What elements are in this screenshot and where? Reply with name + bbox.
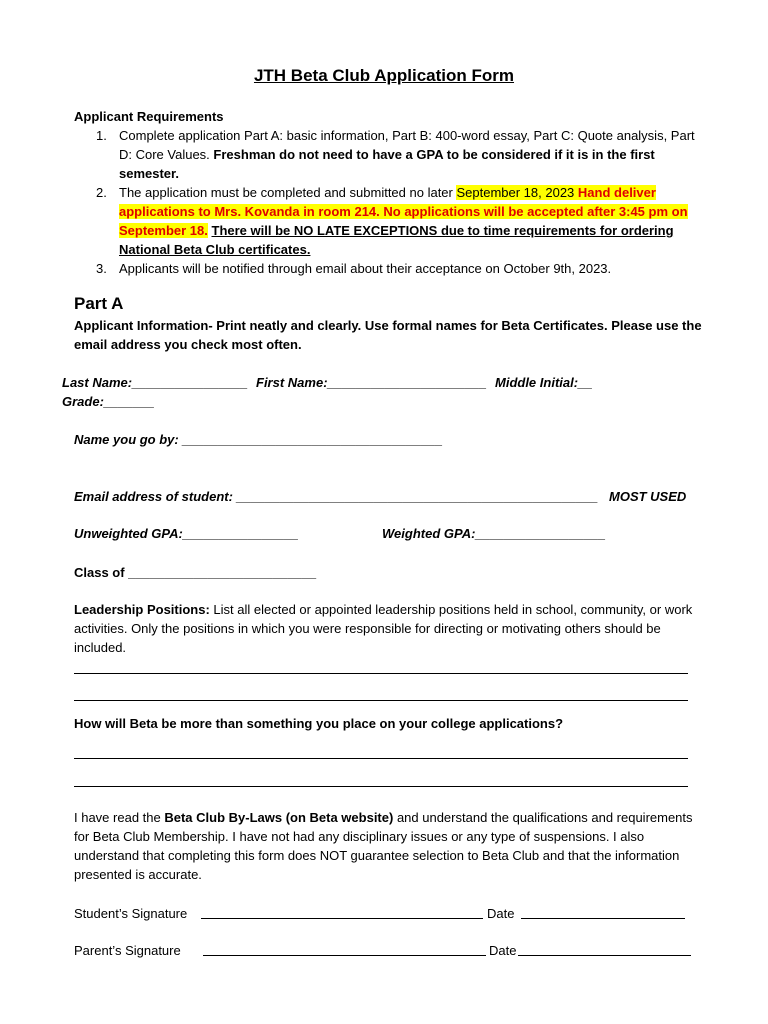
no-late-exceptions-note: There will be NO LATE EXCEPTIONS due to time requirements for ordering National Beta Club certificates. <box>119 223 674 257</box>
requirement-text: The application must be completed and submitted no later <box>119 185 457 200</box>
requirements-list <box>96 126 696 278</box>
agreement-statement <box>74 808 699 884</box>
requirement-item-1 <box>96 126 696 183</box>
first-name-field[interactable]: First Name:______________________ <box>256 375 487 390</box>
student-signature-line[interactable] <box>201 918 483 919</box>
requirement-text: Complete application Part A: basic information, Part B: 400-word essay, Part C: Quote analysis, Part D: Core Values. <box>119 128 695 162</box>
question-answer-line[interactable] <box>74 758 688 759</box>
last-name-field[interactable]: Last Name:________________ <box>62 375 248 390</box>
delivery-instructions: Hand deliver applications to Mrs. Kovanda in room 214. No applications will be accepted after 3:45 pm on September 18. <box>119 185 688 238</box>
beta-question: How will Beta be more than something you place on your college applications? <box>74 716 564 731</box>
most-used-label: MOST USED <box>609 489 687 504</box>
student-date-label: Date <box>487 906 515 921</box>
leadership-label: Leadership Positions: <box>74 602 210 617</box>
class-of-field[interactable]: Class of __________________________ <box>74 565 317 580</box>
parent-date-label: Date <box>489 943 517 958</box>
bylaws-reference: Beta Club By-Laws (on Beta website) <box>164 810 394 825</box>
weighted-gpa-field[interactable]: Weighted GPA:__________________ <box>382 526 606 541</box>
applicant-info-instructions: Applicant Information- Print neatly and clearly. Use formal names for Beta Certificates. Please use the email address you check most often. <box>74 318 702 352</box>
part-a-heading: Part A <box>74 294 124 313</box>
item-number: 3. <box>96 261 107 276</box>
question-answer-line[interactable] <box>74 786 688 787</box>
requirements-heading: Applicant Requirements <box>74 109 224 124</box>
name-go-by-field[interactable]: Name you go by: ____________________________________ <box>74 432 443 447</box>
parent-signature-label: Parent’s Signature <box>74 943 181 958</box>
student-date-line[interactable] <box>521 918 685 919</box>
form-title: JTH Beta Club Application Form <box>253 66 515 85</box>
leadership-prompt <box>74 600 699 657</box>
deadline-highlight: September 18, 2023 <box>456 185 575 200</box>
middle-initial-field[interactable]: Middle Initial:__ <box>495 375 593 390</box>
leadership-answer-line[interactable] <box>74 673 688 674</box>
freshman-note: Freshman do not need to have a GPA to be considered if it is in the first semester. <box>119 147 655 181</box>
requirement-text: Applicants will be notified through email about their acceptance on October 9th, 2023. <box>119 261 612 276</box>
grade-field[interactable]: Grade:_______ <box>62 394 155 409</box>
agreement-text: I have read the <box>74 810 165 825</box>
leadership-text: List all elected or appointed leadership positions held in school, community, or work activities. Only the positions in which you were responsible for directing or motivating others should be included. <box>74 602 693 655</box>
email-field[interactable]: Email address of student: __________________________________________________ <box>74 489 599 504</box>
parent-signature-line[interactable] <box>203 955 486 956</box>
leadership-answer-line[interactable] <box>74 700 688 701</box>
parent-date-line[interactable] <box>518 955 691 956</box>
unweighted-gpa-field[interactable]: Unweighted GPA:________________ <box>74 526 299 541</box>
student-signature-label: Student’s Signature <box>74 906 188 921</box>
item-number: 1. <box>96 128 107 143</box>
agreement-text: and understand the qualifications and requirements for Beta Club Membership. I have not had any disciplinary issues or any type of suspensions. I also understand that completing this form does NOT guarantee selection to Beta Club and that the information presented is accurate. <box>74 810 693 882</box>
requirement-item-2 <box>96 183 696 259</box>
requirement-item-3 <box>96 259 696 278</box>
item-number: 2. <box>96 185 107 200</box>
